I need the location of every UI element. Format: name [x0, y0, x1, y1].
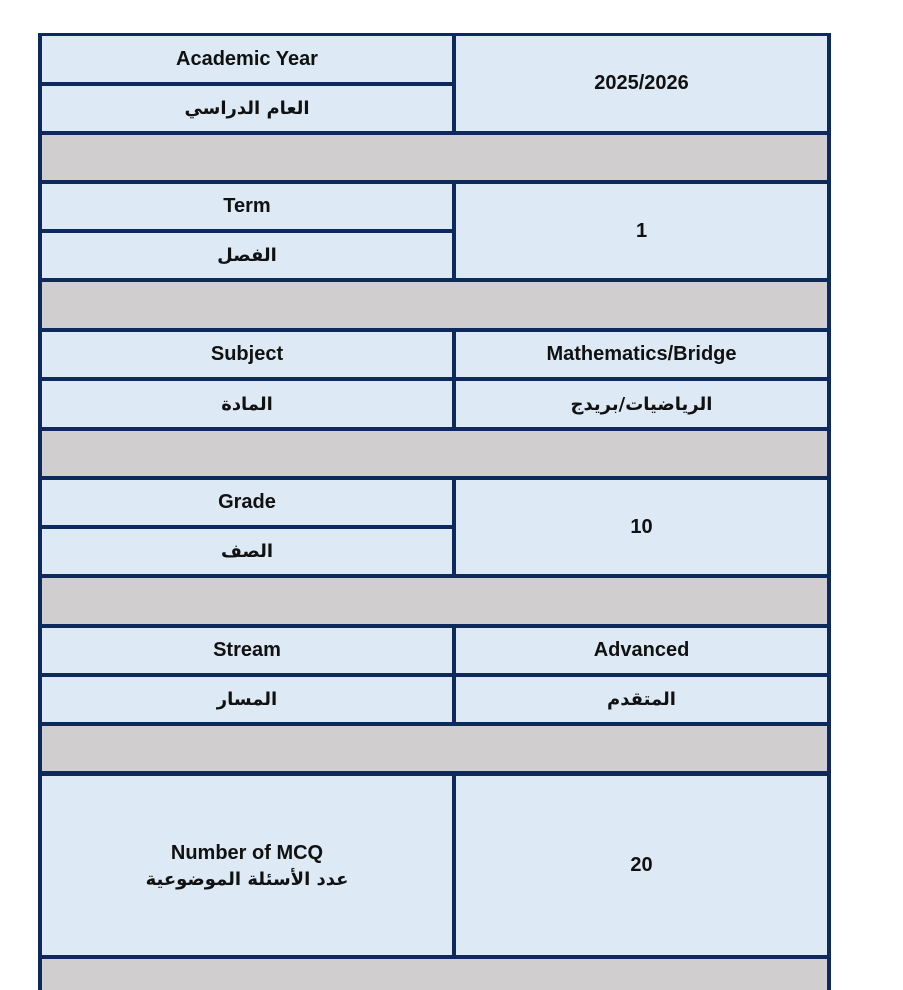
stream-label-ar — [42, 677, 452, 722]
label-en: Subject — [210, 343, 284, 365]
subject-value-ar — [456, 381, 827, 427]
separator-row — [42, 726, 827, 771]
separator-row — [42, 431, 827, 476]
stream-value-ar — [456, 677, 827, 722]
separator-row — [42, 135, 827, 180]
term-label — [42, 184, 452, 229]
stream-value — [456, 628, 827, 673]
label-en: Grade — [218, 491, 276, 513]
value-ar: الرياضيات/بريدج — [570, 393, 713, 415]
label-en: Term — [223, 195, 271, 217]
mcq-count-value — [456, 776, 827, 955]
label-ar: العام الدراسي — [184, 98, 310, 119]
academic-year-label — [42, 36, 452, 82]
academic-year-value — [456, 36, 827, 131]
value: 2025/2026 — [594, 72, 689, 94]
label-en: Stream — [213, 639, 281, 661]
term-label-ar — [42, 233, 452, 278]
grade-value — [456, 480, 827, 574]
value-ar: المتقدم — [607, 689, 676, 710]
label-en: Academic Year — [176, 47, 318, 70]
subject-label — [42, 332, 452, 377]
mcq-count-label — [42, 776, 452, 955]
term-value — [456, 184, 827, 278]
label-ar: الفصل — [217, 245, 277, 266]
stream-label — [42, 628, 452, 673]
label-ar: المسار — [216, 689, 278, 710]
subject-label-ar — [42, 381, 452, 427]
grade-label-ar — [42, 529, 452, 574]
label-ar: الصف — [220, 541, 274, 562]
label-en: Number of MCQ — [170, 841, 324, 864]
subject-value — [456, 332, 827, 377]
value: 20 — [630, 854, 653, 876]
value: 10 — [630, 515, 653, 538]
label-ar: المادة — [221, 393, 273, 415]
separator-row — [42, 959, 827, 990]
value: 1 — [635, 219, 648, 242]
value: Advanced — [593, 639, 690, 661]
academic-year-label-ar — [42, 86, 452, 131]
grade-label — [42, 480, 452, 525]
label-ar: عدد الأسئلة الموضوعية — [145, 868, 349, 890]
separator-row — [42, 282, 827, 328]
separator-row — [42, 578, 827, 624]
value: Mathematics/Bridge — [546, 343, 737, 365]
